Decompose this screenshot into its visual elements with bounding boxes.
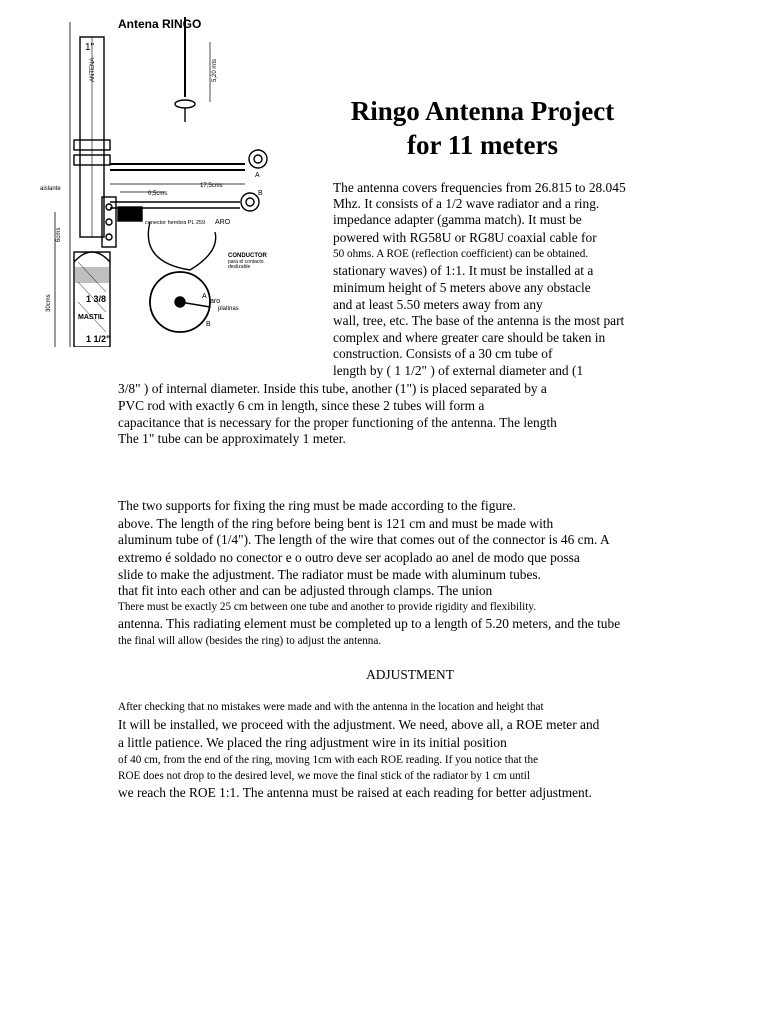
figure-label-05: 0,5cms (148, 191, 168, 197)
text-line: a little patience. We placed the ring adjustment wire in its initial position (118, 735, 507, 750)
text-line: PVC rod with exactly 6 cm in length, since these 2 tubes will form a (118, 398, 485, 413)
page-title-line2: for 11 meters (407, 130, 558, 160)
figure-label-b: B (258, 190, 263, 197)
text-line: It will be installed, we proceed with the adjustment. We need, above all, a ROE meter and (118, 717, 600, 732)
figure-title: Antena RINGO (118, 17, 202, 31)
text-line: powered with RG58U or RG8U coaxial cable for (333, 230, 597, 245)
figure-label-deslizable: deslizable (228, 264, 251, 270)
figure-label-138: 1 3/8 (86, 294, 107, 304)
text-line: extremo é soldado no conector e o outro deve ser acoplado ao anel de modo que possa (118, 550, 580, 565)
page-title-line1: Ringo Antenna Project (350, 96, 615, 126)
figure-label-520: 5,20 mts (212, 58, 218, 82)
text-line: capacitance that is necessary for the proper functioning of the antenna. The length (118, 415, 557, 430)
figure-label-antena: ANTENA (90, 57, 96, 82)
figure-label-1in: 1" (85, 42, 95, 53)
figure-label-b2: B (206, 321, 211, 328)
text-line: complex and where greater care should be taken in (333, 330, 606, 345)
figure-label-platinas: platinas (218, 306, 239, 312)
figure-label-175: 17,5cms (200, 183, 223, 189)
antenna-diagram (40, 12, 290, 347)
text-line: length by ( 1 1/2" ) of external diameter and (1 (333, 363, 584, 378)
figure-label-aislante: aislante (40, 186, 61, 192)
figure-label-conductor: CONDUCTOR (228, 253, 267, 259)
text-line: After checking that no mistakes were made and with the antenna in the location and height that (118, 701, 544, 713)
text-line: ROE does not drop to the desired level, we move the final stick of the radiator by 1 cm until (118, 770, 530, 782)
text-line: 3/8" ) of internal diameter. Inside this tube, another (1") is placed separated by a (118, 381, 547, 396)
figure-label-30cms: 30cms (46, 294, 52, 312)
text-line: above. The length of the ring before being bent is 121 cm and must be made with (118, 516, 554, 531)
text-line: There must be exactly 25 cm between one tube and another to provide rigidity and flexibility. (118, 601, 537, 613)
text-line: wall, tree, etc. The base of the antenna is the most part (333, 313, 625, 328)
figure-label-aro: ARO (215, 219, 231, 226)
figure-label-mastil: MASTIL (78, 314, 105, 321)
text-line: construction. Consists of a 30 cm tube of (333, 346, 553, 361)
text-line: minimum height of 5 meters above any obstacle (333, 280, 591, 295)
text-line: and at least 5.50 meters away from any (333, 297, 543, 312)
figure-label-aro2: aro (210, 298, 221, 305)
figure-label-a: A (255, 172, 260, 179)
figure-label-6cms: 6cms (56, 227, 62, 242)
figure-label-para-contacto: para el contacto (228, 259, 264, 265)
figure-label-112: 1 1/2" (86, 334, 111, 344)
text-line: antenna. This radiating element must be completed up to a length of 5.20 meters, and the tube (118, 616, 621, 631)
text-line: aluminum tube of (1/4"). The length of the wire that comes out of the connector is 46 cm. A (118, 532, 610, 547)
text-line: slide to make the adjustment. The radiator must be made with aluminum tubes. (118, 567, 541, 582)
text-line: The 1" tube can be approximately 1 meter. (118, 431, 346, 446)
text-line: Mhz. It consists of a 1/2 wave radiator and a ring. (333, 196, 600, 211)
figure-label-conector-hembra: conector hembra PL 259 (145, 220, 206, 226)
text-line: stationary waves) of 1:1. It must be installed at a (333, 263, 594, 278)
text-line: impedance adapter (gamma match). It must be (333, 212, 582, 227)
text-line: The two supports for fixing the ring must be made according to the figure. (118, 498, 516, 513)
text-line: that fit into each other and can be adjusted through clamps. The union (118, 583, 493, 598)
text-line: the final will allow (besides the ring) to adjust the antenna. (118, 635, 382, 647)
figure-label-a2: A (202, 293, 207, 300)
adjustment-heading: ADJUSTMENT (366, 667, 454, 682)
text-line: of 40 cm, from the end of the ring, moving 1cm with each ROE reading. If you notice that the (118, 754, 539, 766)
text-line: we reach the ROE 1:1. The antenna must be raised at each reading for better adjustment. (118, 785, 592, 800)
text-line: 50 ohms. A ROE (reflection coefficient) can be obtained. (333, 248, 589, 260)
text-line: The antenna covers frequencies from 26.815 to 28.045 (333, 180, 626, 195)
